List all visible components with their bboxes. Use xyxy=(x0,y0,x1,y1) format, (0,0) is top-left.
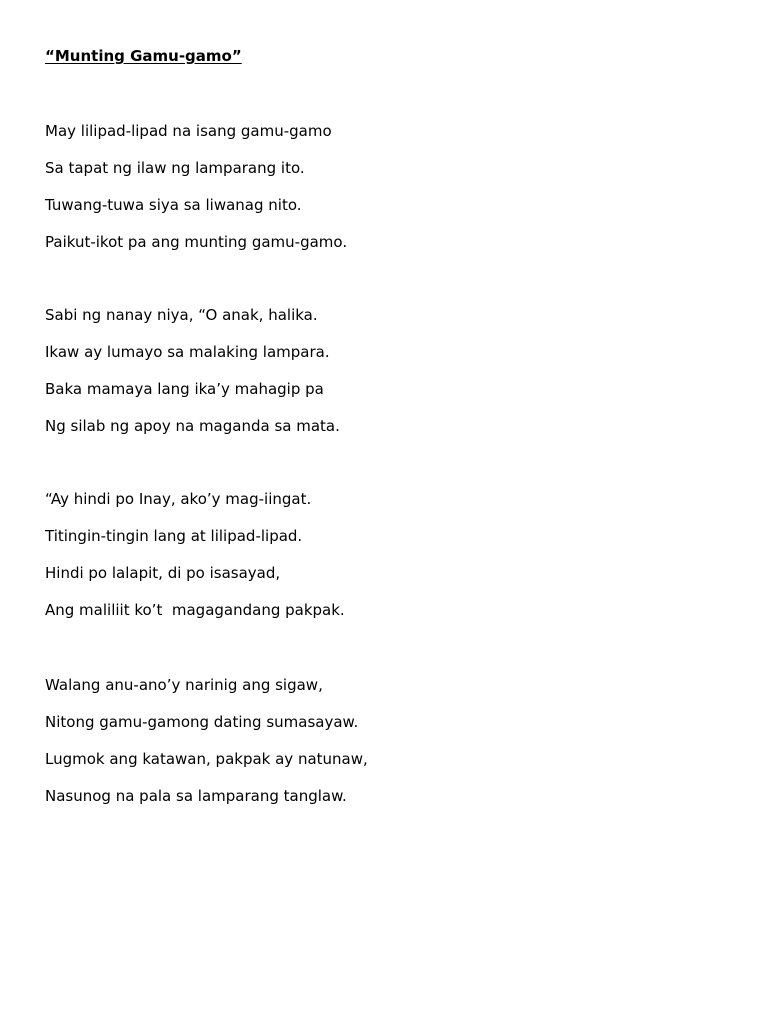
poem-title: “Munting Gamu-gamo” xyxy=(45,47,242,65)
poem-line: Lugmok ang katawan, pakpak ay natunaw, xyxy=(45,750,368,768)
poem-line: Titingin-tingin lang at lilipad-lipad. xyxy=(45,527,303,545)
poem-line: Sa tapat ng ilaw ng lamparang ito. xyxy=(45,159,305,177)
stanza-1 xyxy=(45,121,347,269)
poem-line: Hindi po lalapit, di po isasayad, xyxy=(45,564,281,582)
poem-line: Sabi ng nanay niya, “O anak, halika. xyxy=(45,306,318,324)
poem-line: Ng silab ng apoy na maganda sa mata. xyxy=(45,417,340,435)
poem-line: Nitong gamu-gamong dating sumasayaw. xyxy=(45,713,359,731)
poem-line: Paikut-ikot pa ang munting gamu-gamo. xyxy=(45,233,348,251)
poem-line: Ikaw ay lumayo sa malaking lampara. xyxy=(45,343,330,361)
poem-line: Nasunog na pala sa lamparang tanglaw. xyxy=(45,787,347,805)
poem-line: Walang anu-ano’y narinig ang sigaw, xyxy=(45,676,323,694)
stanza-3 xyxy=(45,489,345,637)
poem-line: Ang maliliit ko’t magagandang pakpak. xyxy=(45,601,345,619)
poem-line: May lilipad-lipad na isang gamu-gamo xyxy=(45,122,332,140)
poem-line: Baka mamaya lang ika’y mahagip pa xyxy=(45,380,324,398)
poem-line: “Ay hindi po Inay, ako’y mag-iingat. xyxy=(45,490,312,508)
stanza-2 xyxy=(45,305,340,453)
poem-line: Tuwang-tuwa siya sa liwanag nito. xyxy=(45,196,302,214)
stanza-4 xyxy=(45,675,368,823)
